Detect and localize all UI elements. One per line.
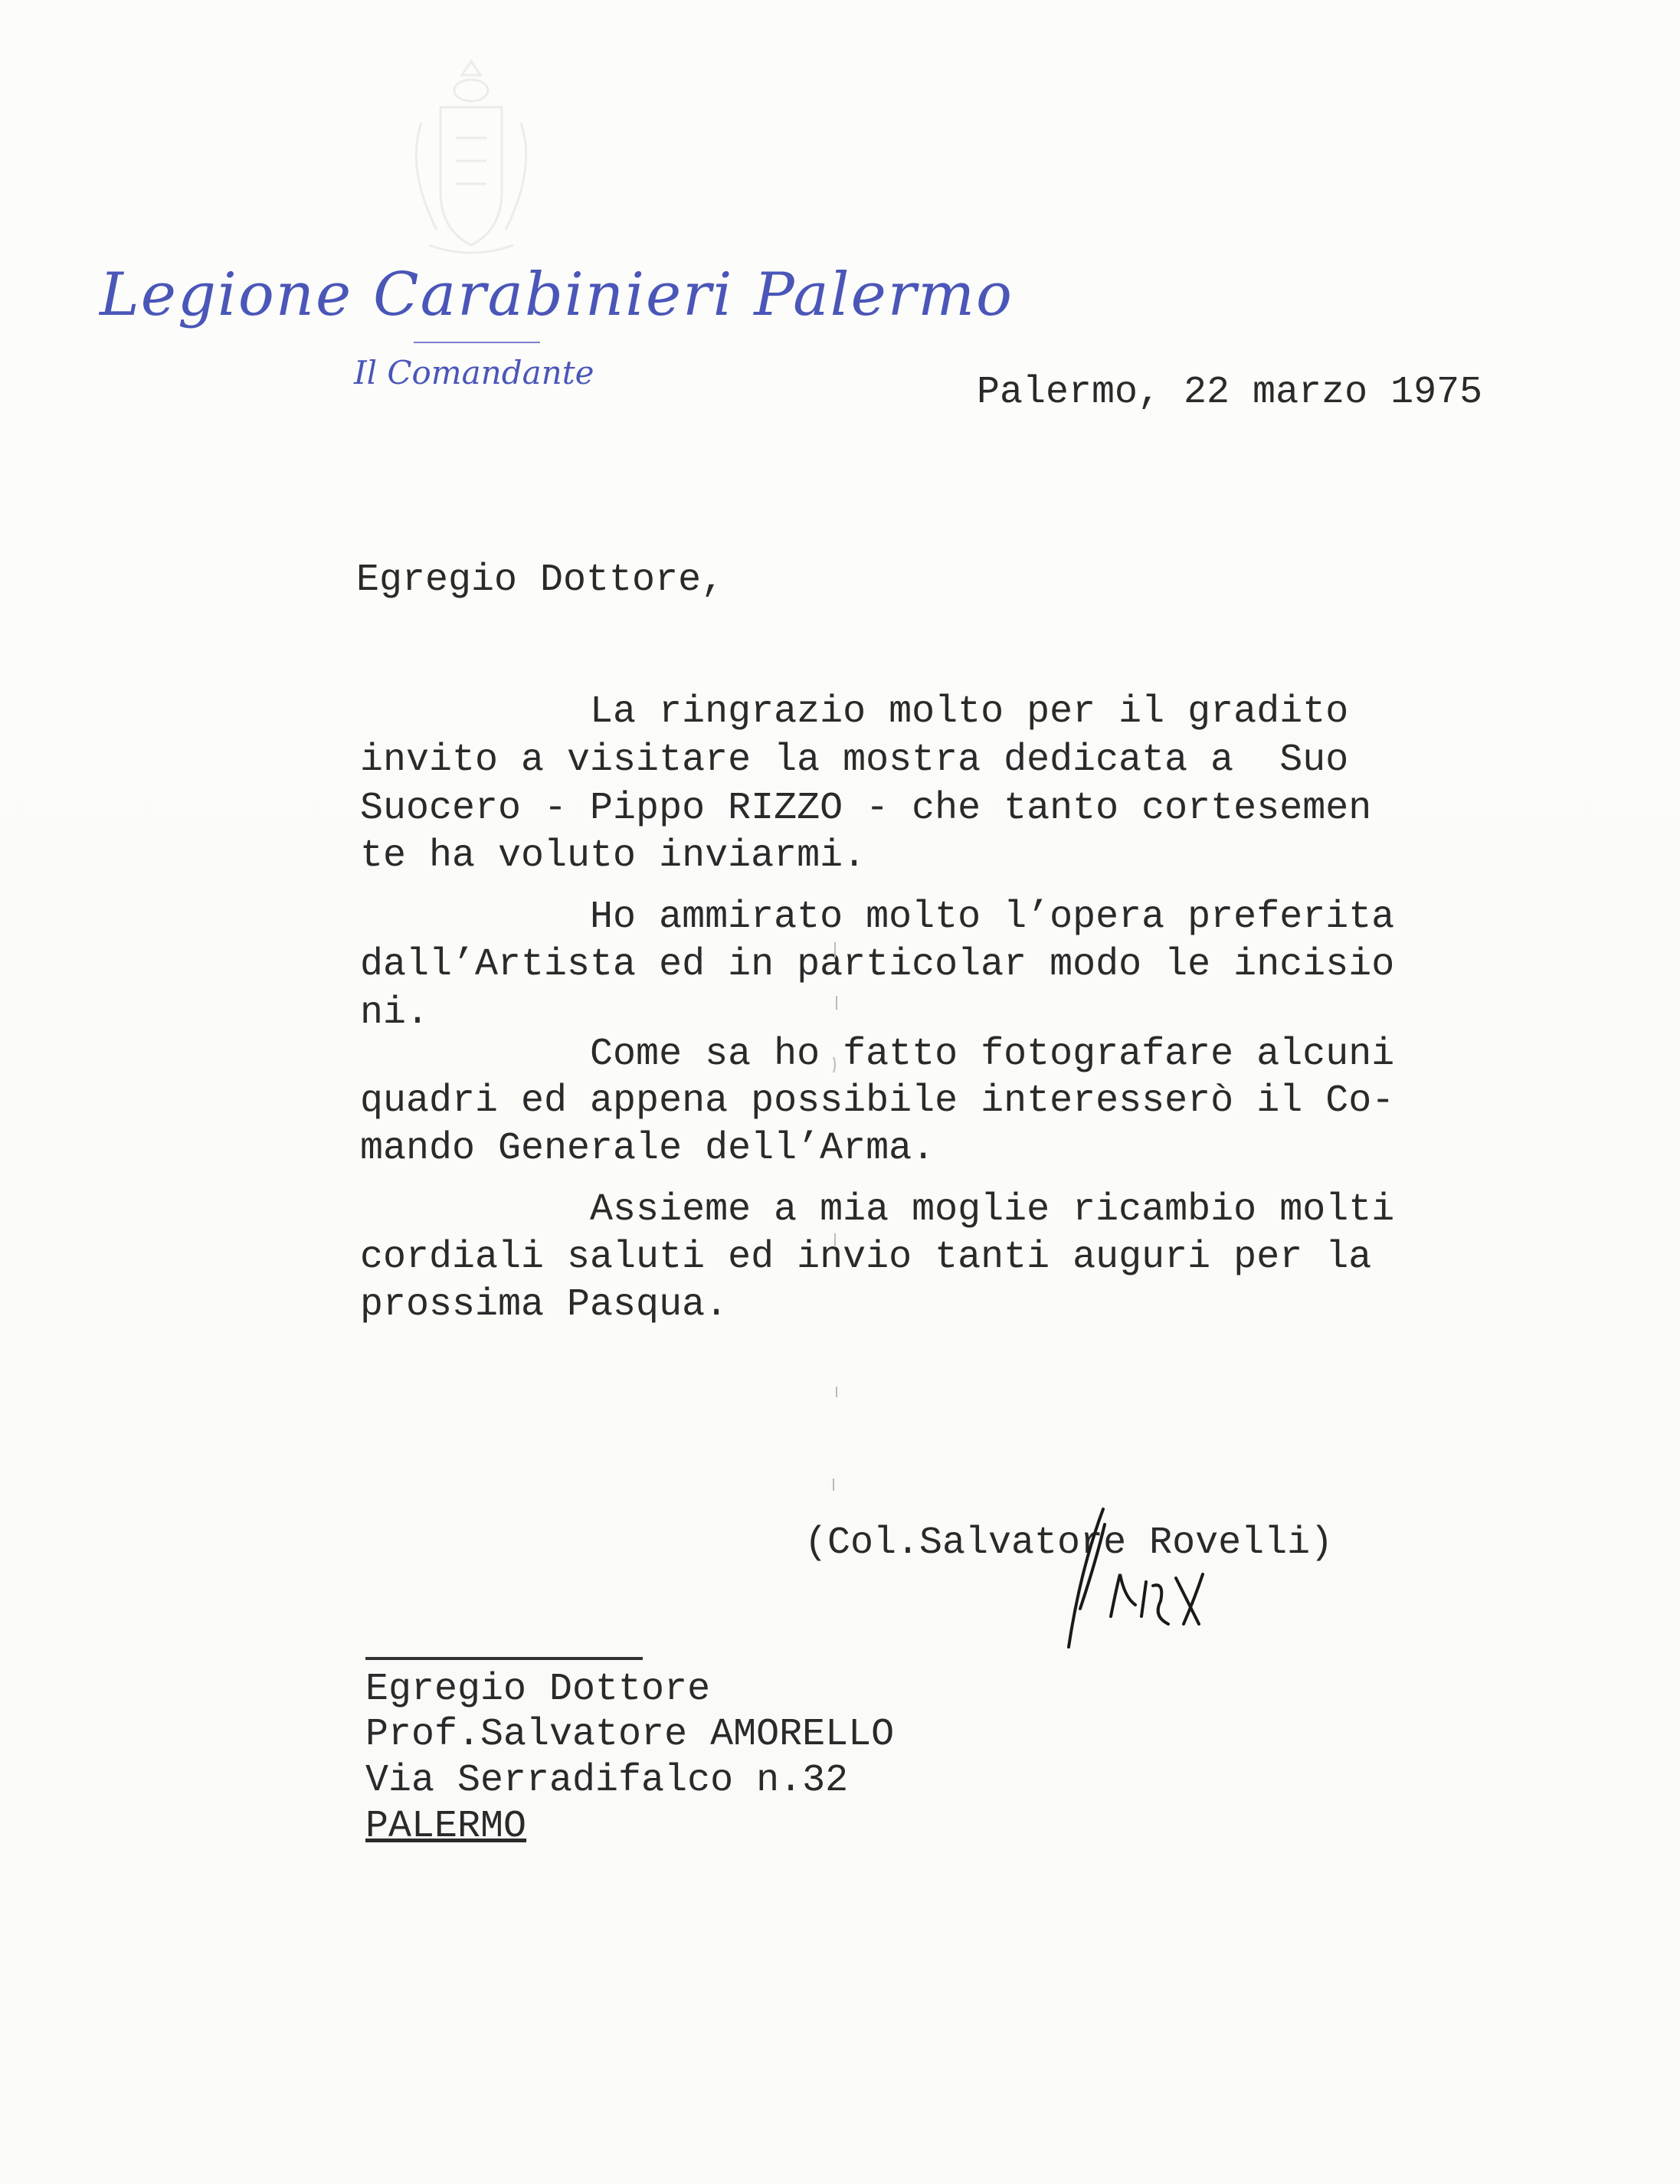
recipient-line-2: Prof.Salvatore AMORELLO	[365, 1713, 895, 1757]
letterhead-title: Legione Carabinieri Palermo	[100, 260, 1014, 329]
paragraph-2-line-1: Ho ammirato molto l’opera preferita	[360, 896, 1395, 939]
recipient-city: PALERMO	[365, 1805, 527, 1848]
date-line: Palermo, 22 marzo 1975	[977, 371, 1483, 414]
paper-marks	[827, 942, 843, 1494]
paragraph-2-line-3: ni.	[360, 991, 430, 1035]
paragraph-2-line-2: dall’Artista ed in particolar modo le incisio	[360, 943, 1395, 987]
paragraph-3-line-1: Come sa ho fatto fotografare alcuni	[360, 1033, 1395, 1076]
paragraph-4-line-2: cordiali saluti ed invio tanti auguri per la	[360, 1236, 1372, 1279]
letterhead-subtitle: Il Comandante	[354, 354, 594, 391]
paragraph-3-line-3: mando Generale dell’Arma.	[360, 1127, 935, 1171]
signer-name: (Col.Salvatore Rovelli)	[804, 1521, 1334, 1565]
paragraph-4-line-3: prossima Pasqua.	[360, 1283, 729, 1327]
recipient-line-3: Via Serradifalco n.32	[365, 1759, 849, 1803]
crest-watermark-icon	[398, 54, 544, 260]
letterhead-divider	[414, 342, 540, 343]
salutation: Egregio Dottore,	[356, 558, 725, 602]
paragraph-1-line-1: La ringrazio molto per il gradito	[360, 690, 1349, 734]
recipient-line-1: Egregio Dottore	[365, 1668, 711, 1711]
paragraph-1-line-3: Suocero - Pippo RIZZO - che tanto cortesemen	[360, 787, 1372, 830]
paragraph-4-line-1: Assieme a mia moglie ricambio molti	[360, 1188, 1395, 1232]
paragraph-3-line-2: quadri ed appena possibile interesserò il Co-	[360, 1079, 1395, 1123]
handwritten-signature	[1050, 1501, 1249, 1655]
paragraph-1-line-4: te ha voluto inviarmi.	[360, 834, 866, 878]
address-separator	[365, 1657, 643, 1660]
paragraph-1-line-2: invito a visitare la mostra dedicata a Suo	[360, 738, 1349, 782]
